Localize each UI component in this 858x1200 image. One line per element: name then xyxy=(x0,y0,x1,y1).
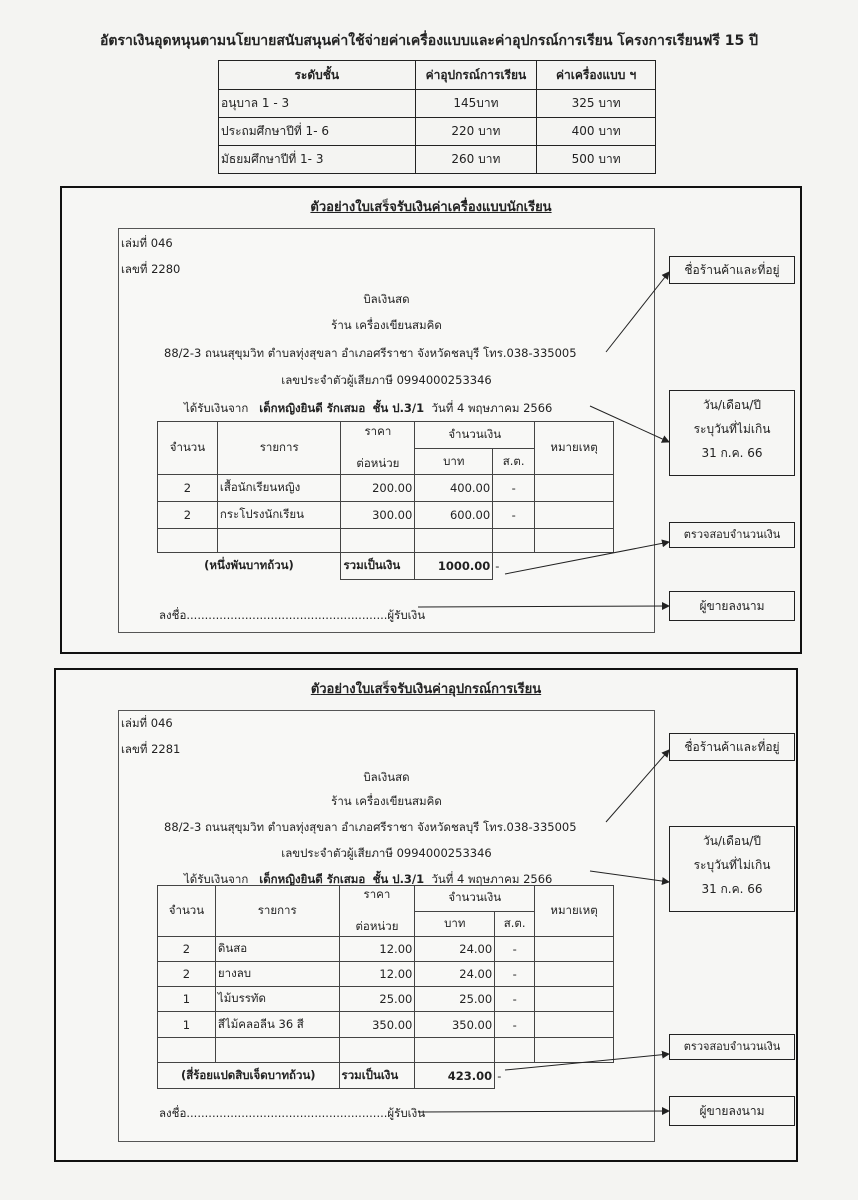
col-item: รายการ xyxy=(215,886,339,937)
col-note: หมายเหตุ xyxy=(535,422,614,475)
receipt-date: วันที่ 4 พฤษภาคม 2566 xyxy=(431,401,553,415)
callout-check-amount: ตรวจสอบจำนวนเงิน xyxy=(669,1034,795,1060)
section-heading: ตัวอย่างใบเสร็จรับเงินค่าอุปกรณ์การเรียน xyxy=(310,682,542,697)
col-price: ราคา ต่อหน่วย xyxy=(339,886,415,937)
rates-cell: มัธยมศึกษาปีที่ 1- 3 xyxy=(219,146,416,174)
col-price: ราคา ต่อหน่วย xyxy=(341,422,415,475)
rates-cell: 220 บาท xyxy=(415,118,537,146)
col-item: รายการ xyxy=(217,422,341,475)
col-amount: จำนวนเงิน xyxy=(415,886,535,912)
arrow-seller-sign xyxy=(418,1111,669,1112)
callout-date: วัน/เดือน/ปี ระบุวันที่ไม่เกิน 31 ก.ค. 66 xyxy=(669,390,795,476)
callout-date: วัน/เดือน/ปี ระบุวันที่ไม่เกิน 31 ก.ค. 66 xyxy=(669,826,795,912)
callout-shop-info: ชื่อร้านค้าและที่อยู่ xyxy=(669,733,795,761)
callout-check-amount: ตรวจสอบจำนวนเงิน xyxy=(669,522,795,548)
col-satang: ส.ต. xyxy=(495,911,535,937)
table-row: 1 สีไม้คลอลีน 36 สี 350.00 350.00 - xyxy=(158,1012,614,1038)
arrow-check-amount xyxy=(505,542,669,574)
section-heading: ตัวอย่างใบเสร็จรับเงินค่าเครื่องแบบนักเรียน xyxy=(310,200,552,215)
shop-address: 88/2-3 ถนนสุขุมวิท ตำบลทุ่งสุขลา อำเภอศรีราชา จังหวัดชลบุรี โทร.038-335005 xyxy=(164,346,577,360)
tax-id: เลขประจำตัวผู้เสียภาษี 0994000253346 xyxy=(281,846,492,860)
col-qty: จำนวน xyxy=(158,422,218,475)
shop-address: 88/2-3 ถนนสุขุมวิท ตำบลทุ่งสุขลา อำเภอศรีราชา จังหวัดชลบุรี โทร.038-335005 xyxy=(164,820,577,834)
rates-header: ระดับชั้น xyxy=(219,61,416,90)
shop-name: ร้าน เครื่องเขียนสมคิด xyxy=(331,318,442,332)
student-class: ชั้น ป.3/1 xyxy=(372,872,425,886)
arrow-seller-sign xyxy=(418,606,669,607)
total-words: (สี่ร้อยแปดสิบเจ็ดบาทถ้วน) xyxy=(158,1063,340,1089)
total-satang: - xyxy=(495,1063,535,1089)
arrow-check-amount xyxy=(505,1054,669,1070)
doc-type: บิลเงินสด xyxy=(363,292,410,306)
signature-line: ลงชื่อ.......................................................ผู้รับเงิน xyxy=(159,608,426,622)
received-from-label: ได้รับเงินจาก xyxy=(184,872,249,886)
callout-shop-info: ชื่อร้านค้าและที่อยู่ xyxy=(669,256,795,284)
total-amount: 1000.00 xyxy=(415,553,493,580)
total-satang: - xyxy=(493,553,535,580)
student-name: เด็กหญิงยินดี รักเสมอ xyxy=(259,872,366,886)
student-name: เด็กหญิงยินดี รักเสมอ xyxy=(259,401,366,415)
total-label: รวมเป็นเงิน xyxy=(339,1063,415,1089)
book-number: เล่มที่ 046 xyxy=(121,236,173,250)
tax-id: เลขประจำตัวผู้เสียภาษี 0994000253346 xyxy=(281,373,492,387)
arrow-shop-info xyxy=(606,750,669,822)
rates-cell: 260 บาท xyxy=(415,146,537,174)
rates-header: ค่าอุปกรณ์การเรียน xyxy=(415,61,537,90)
receipt-number: เลขที่ 2280 xyxy=(121,262,181,276)
total-label: รวมเป็นเงิน xyxy=(341,553,415,580)
table-row: 2 กระโปรงนักเรียน 300.00 600.00 - xyxy=(158,502,614,529)
col-baht: บาท xyxy=(415,449,493,475)
table-row: 2 ดินสอ 12.00 24.00 - xyxy=(158,937,614,962)
page-title: อัตราเงินอุดหนุนตามนโยบายสนับสนุนค่าใช้จ่ายค่าเครื่องแบบและค่าอุปกรณ์การเรียน โครงการเรียนฟรี 15 ปี xyxy=(100,33,758,49)
rates-header: ค่าเครื่องแบบ ฯ xyxy=(537,61,656,90)
arrow-shop-info xyxy=(606,272,669,352)
col-amount: จำนวนเงิน xyxy=(415,422,535,449)
receipt-number: เลขที่ 2281 xyxy=(121,742,181,756)
rates-cell: 400 บาท xyxy=(537,118,656,146)
rates-cell: 325 บาท xyxy=(537,90,656,118)
table-row: 2 ยางลบ 12.00 24.00 - xyxy=(158,962,614,987)
arrow-date xyxy=(590,871,669,882)
col-note: หมายเหตุ xyxy=(535,886,614,937)
rates-cell: 145บาท xyxy=(415,90,537,118)
table-row: 2 เสื้อนักเรียนหญิง 200.00 400.00 - xyxy=(158,475,614,502)
total-amount: 423.00 xyxy=(415,1063,495,1089)
col-satang: ส.ต. xyxy=(493,449,535,475)
rates-cell: 500 บาท xyxy=(537,146,656,174)
col-qty: จำนวน xyxy=(158,886,216,937)
callout-seller-sign: ผู้ขายลงนาม xyxy=(669,1096,795,1126)
total-words: (หนึ่งพันบาทถ้วน) xyxy=(158,553,341,580)
student-class: ชั้น ป.3/1 xyxy=(372,401,425,415)
callout-seller-sign: ผู้ขายลงนาม xyxy=(669,591,795,621)
receipt-date: วันที่ 4 พฤษภาคม 2566 xyxy=(431,872,553,886)
col-baht: บาท xyxy=(415,911,495,937)
shop-name: ร้าน เครื่องเขียนสมคิด xyxy=(331,794,442,808)
signature-line: ลงชื่อ.......................................................ผู้รับเงิน xyxy=(159,1106,426,1120)
received-from-label: ได้รับเงินจาก xyxy=(184,401,249,415)
rates-cell: ประถมศึกษาปีที่ 1- 6 xyxy=(219,118,416,146)
arrow-date xyxy=(590,406,669,442)
doc-type: บิลเงินสด xyxy=(363,770,410,784)
book-number: เล่มที่ 046 xyxy=(121,716,173,730)
rates-cell: อนุบาล 1 - 3 xyxy=(219,90,416,118)
table-row: 1 ไม้บรรทัด 25.00 25.00 - xyxy=(158,987,614,1012)
